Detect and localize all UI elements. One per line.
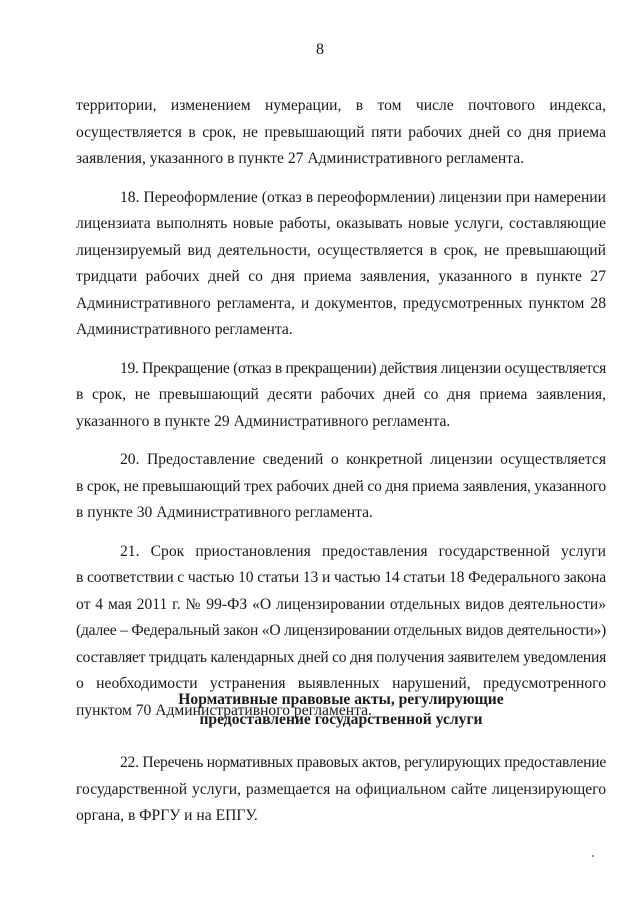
text-line: государственной услуги, размещается на официальном сайте лицензирующего: [76, 780, 606, 798]
text-line: 20. Предоставление сведений о конкретной лицензии осуществляется: [120, 451, 606, 468]
paragraph-19: [76, 356, 606, 436]
text-line: 21. Срок приостановления предоставления государственной услуги: [120, 542, 606, 560]
body-text-after-heading: [76, 750, 606, 830]
text-line: в соответствии с частью 10 статьи 13 и частью 14 статьи 18 Федерального закона: [76, 569, 606, 586]
section-heading-line: Нормативные правовые акты, регулирующие: [178, 691, 504, 708]
text-line: от 4 мая 2011 г. № 99-ФЗ «О лицензировании отдельных видов деятельности»: [76, 595, 606, 613]
paragraph-20: [76, 447, 606, 527]
text-line: 18. Переоформление (отказ в переоформлении) лицензии при намерении: [120, 188, 606, 206]
text-line: лицензируемый вид деятельности, осуществляется в срок, не превышающий: [76, 241, 606, 259]
body-text: [76, 93, 606, 724]
text-line: пунктом 70 Административного регламента.: [76, 701, 372, 719]
scan-speck: [592, 855, 594, 857]
text-line: заявления, указанного в пункте 27 Административного регламента.: [76, 150, 525, 167]
page-number: 8: [316, 41, 324, 58]
text-line: составляет тридцать календарных дней со дня получения заявителем уведомления: [76, 648, 606, 666]
paragraph-22: [76, 750, 606, 830]
text-line: в срок, не превышающий десяти рабочих дней со дня приема заявления,: [76, 386, 606, 403]
paragraph-continuation: [76, 93, 606, 173]
text-line: Административного регламента.: [76, 321, 293, 338]
text-line: органа, в ФРГУ и на ЕПГУ.: [76, 807, 258, 824]
text-line: в пункте 30 Административного регламента.: [76, 504, 373, 521]
text-line: Административного регламента, и документов, предусмотренных пунктом 28: [76, 294, 606, 312]
paragraph-18: [76, 185, 606, 344]
text-line: (далее – Федеральный закон «О лицензировании отдельных видов деятельности»): [76, 622, 606, 639]
text-line: тридцати рабочих дней со дня приема заявления, указанного в пункте 27: [76, 268, 606, 285]
text-line: указанного в пункте 29 Административного регламента.: [76, 412, 451, 430]
text-line: территории, изменением нумерации, в том числе почтового индекса,: [76, 97, 606, 114]
text-line: о необходимости устранения выявленных нарушений, предусмотренного: [76, 675, 606, 692]
text-line: 22. Перечень нормативных правовых актов, регулирующих предоставление: [120, 754, 606, 771]
section-heading: [76, 690, 606, 730]
text-line: в срок, не превышающий трех рабочих дней со дня приема заявления, указанного: [76, 477, 606, 495]
text-line: 19. Прекращение (отказ в прекращении) действия лицензии осуществляется: [120, 359, 606, 377]
text-line: лицензиата выполнять новые работы, оказывать новые услуги, составляющие: [76, 215, 606, 232]
text-line: осуществляется в срок, не превышающий пяти рабочих дней со дня приема: [76, 123, 606, 141]
section-heading-line: предоставление государственной услуги: [199, 711, 483, 728]
